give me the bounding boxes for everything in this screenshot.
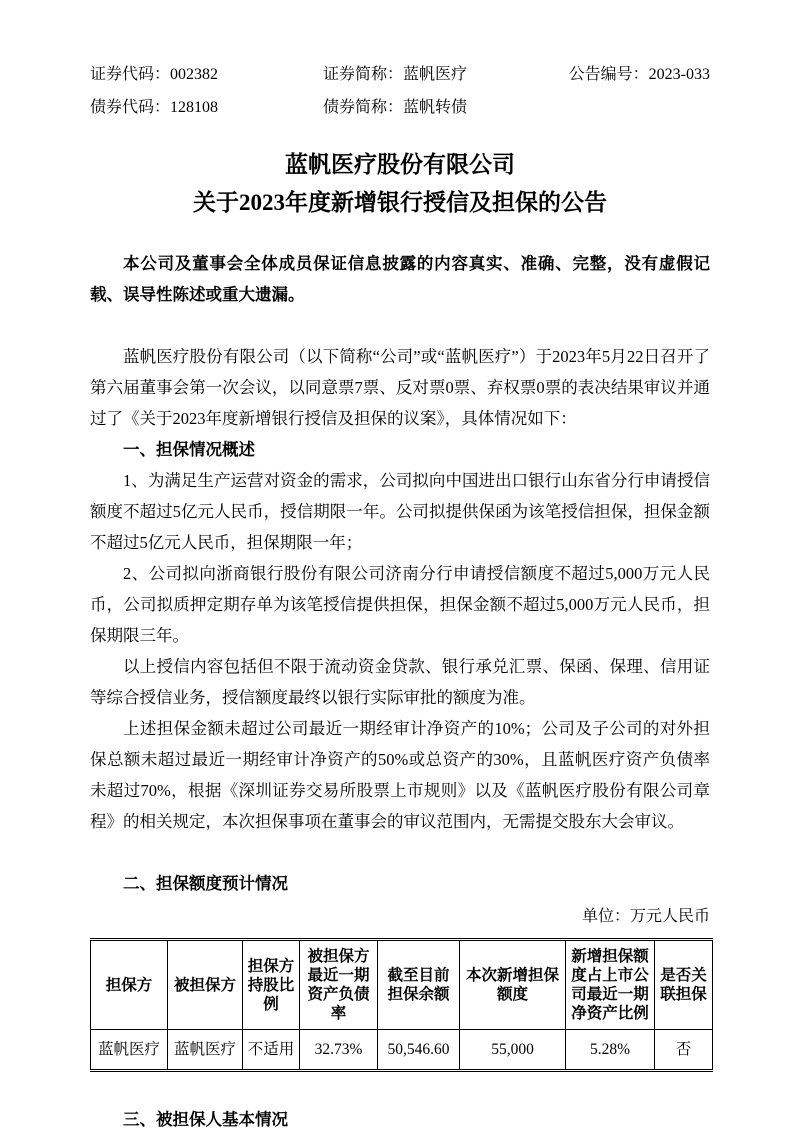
announcement-number: 公告编号：2023-033	[568, 66, 710, 83]
col-header-new-guarantee-amount: 本次新增担保额度	[460, 940, 566, 1030]
col-header-current-guarantee-balance: 截至目前担保余额	[378, 940, 460, 1030]
col-header-debt-ratio: 被担保方最近一期资产负债率	[300, 940, 378, 1030]
unit-note: 单位：万元人民币	[581, 908, 710, 925]
cell-new-guarantee-amount: 55,000	[460, 1030, 566, 1071]
title-company-line: 蓝帆医疗股份有限公司	[285, 152, 515, 177]
cell-guaranteed-party: 蓝帆医疗	[168, 1030, 243, 1071]
col-header-shareholding-ratio: 担保方持股比例	[243, 940, 300, 1030]
header-meta-row-1	[90, 58, 710, 91]
col-header-guaranteed-party: 被担保方	[168, 940, 243, 1030]
stock-short-name: 证券简称：蓝帆医疗	[323, 66, 468, 83]
cell-shareholding-ratio: 不适用	[243, 1030, 300, 1071]
section-1-paragraph-3: 以上授信内容包括但不限于流动资金贷款、银行承兑汇票、保函、保理、信用证等综合授信业务，授信额度最终以银行实际审批的额度为准。	[90, 657, 710, 707]
col-header-guarantor: 担保方	[91, 940, 168, 1030]
col-header-net-asset-ratio: 新增担保额度占上市公司最近一期净资产比例	[566, 940, 655, 1030]
section-1-paragraph-4: 上述担保金额未超过公司最近一期经审计净资产的10%；公司及子公司的对外担保总额未超过最近一期经审计净资产的50%或总资产的30%，且蓝帆医疗资产负债率未超过70%，根据《深圳证券交易所股票上市规则》以及《蓝帆医疗股份有限公司章程》的相关规定，本次担保事项在董事会的审议范围内，无需提交股东大会审议。	[90, 719, 710, 831]
table-header-row	[91, 940, 713, 1030]
col-header-related-guarantee: 是否关联担保	[655, 940, 713, 1030]
cell-current-guarantee-balance: 50,546.60	[378, 1030, 460, 1071]
cell-guarantor: 蓝帆医疗	[91, 1030, 168, 1071]
guarantee-estimate-table	[90, 938, 713, 1072]
title-subject-line: 关于2023年度新增银行授信及担保的公告	[193, 190, 607, 215]
table-row	[91, 1030, 713, 1071]
document-title	[90, 146, 710, 222]
section-3-heading: 三、被担保人基本情况	[123, 1110, 288, 1129]
section-1-paragraph-1: 1、为满足生产运营对资金的需求，公司拟向中国进出口银行山东省分行申请授信额度不超过5亿元人民币，授信期限一年。公司拟提供保函为该笔授信担保，担保金额不超过5亿元人民币，担保期限一年；	[90, 471, 710, 552]
section-1-paragraph-2: 2、公司拟向浙商银行股份有限公司济南分行申请授信额度不超过5,000万元人民币，公司拟质押定期存单为该笔授信提供担保，担保金额不超过5,000万元人民币，担保期限三年。	[90, 564, 710, 645]
cell-debt-ratio: 32.73%	[300, 1030, 378, 1071]
section-2-heading: 二、担保额度预计情况	[123, 874, 288, 893]
cell-related-guarantee: 否	[655, 1030, 713, 1071]
stock-code: 证券代码：002382	[90, 66, 219, 83]
intro-paragraph: 蓝帆医疗股份有限公司（以下简称“公司”或“蓝帆医疗”）于2023年5月22日召开了第六届董事会第一次会议，以同意票7票、反对票0票、弃权票0票的表决结果审议并通过了《关于2023年度新增银行授信及担保的议案》，具体情况如下：	[90, 347, 710, 428]
cell-net-asset-ratio: 5.28%	[566, 1030, 655, 1071]
section-1-heading: 一、担保情况概述	[123, 440, 255, 459]
bond-code: 债券代码：128108	[90, 99, 219, 116]
truthfulness-declaration: 本公司及董事会全体成员保证信息披露的内容真实、准确、完整，没有虚假记载、误导性陈述或重大遗漏。	[90, 254, 710, 304]
bond-short-name: 债券简称：蓝帆转债	[323, 99, 468, 116]
header-meta-row-2	[90, 91, 710, 124]
